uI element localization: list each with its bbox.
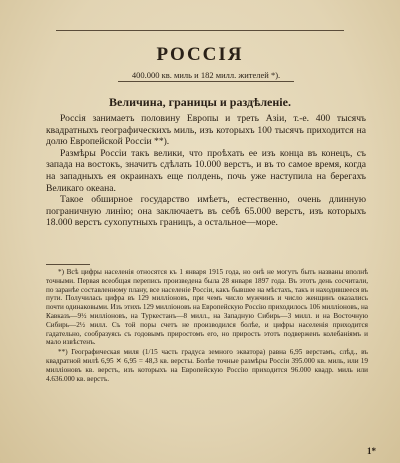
footnote: *) Всѣ цифры населенія относятся къ 1 января 1915 года, но онѣ не могутъ быть названы вполнѣ точными. Первая всеобщая перепись произведена была 28 января 1897 года. Въ этотъ день сосчитали, по заранѣе составленному плану, все населеніе Россіи, какъ бывшее на мѣстахъ, такъ и находившееся въ пути. Получилась цифра въ 129 милліоновъ, при чемъ число мужчинъ и число женщинъ оказались почти одинаковыми. Изъ этихъ 129 милліоновъ на Европейскую Россію приходилось 106 милліоновъ, на Кавказъ—9½ милліоновъ, на Туркестанъ—8 милл., на Западную Сибирь—3 милл. и на Восточную Сибирь—2½ милл. Съ той поры счетъ не производился болѣе, и цифры населенія приходится гадательно, сообразуясь съ годовымъ приростомъ его, но прирость этотъ подверженъ колебаніямъ и мало извѣстенъ. — [46, 268, 368, 347]
footnotes — [46, 268, 368, 384]
paragraph: Такое обширное государство имѣетъ, естественно, очень длинную пограничную линію; она заключаетъ въ себѣ 65.000 верстъ, изъ которыхъ 18.000 верстъ сухопутныхъ границъ, а остальное—море. — [46, 194, 366, 229]
paragraph: Россія занимаетъ половину Европы и треть Азіи, т.-е. 400 тысячъ квадратныхъ географическихъ миль, изъ которыхъ 100 тысячъ приходится на долю Европейской Россіи **). — [46, 113, 366, 148]
main-text — [46, 113, 366, 229]
title-note: 400.000 кв. миль и 182 милл. жителей *). — [118, 70, 294, 82]
page-signature-mark: 1* — [367, 446, 376, 456]
paragraph: Размѣры Россіи такъ велики, что проѣхать ее изъ конца въ конецъ, съ запада на востокъ, значитъ сдѣлать 10.000 верстъ, и въ то самое время, когда на западныхъ ея окраинахъ еще полдень, почь уже наступила на берегахъ Великаго океана. — [46, 147, 366, 194]
footnote-divider — [46, 264, 90, 265]
section-heading: Величина, границы и раздѣленіе. — [109, 95, 291, 109]
top-rule — [56, 30, 344, 31]
page-title: РОССІЯ — [156, 44, 244, 65]
footnote: **) Географическая миля (1/15 часть градуса земного экватора) равна 6,95 верстамъ, слѣд., въ квадратной милѣ 6,95 ✕ 6,95 = 48,3 кв. версты. Болѣе точные размѣры Россіи 395.000 кв. миль, или 19 милліоновъ кв. верстъ, изъ которыхъ на Европейскую Россію приходится 96.000 квадр. миль или 4.636.000 кв. верстъ. — [46, 348, 368, 383]
